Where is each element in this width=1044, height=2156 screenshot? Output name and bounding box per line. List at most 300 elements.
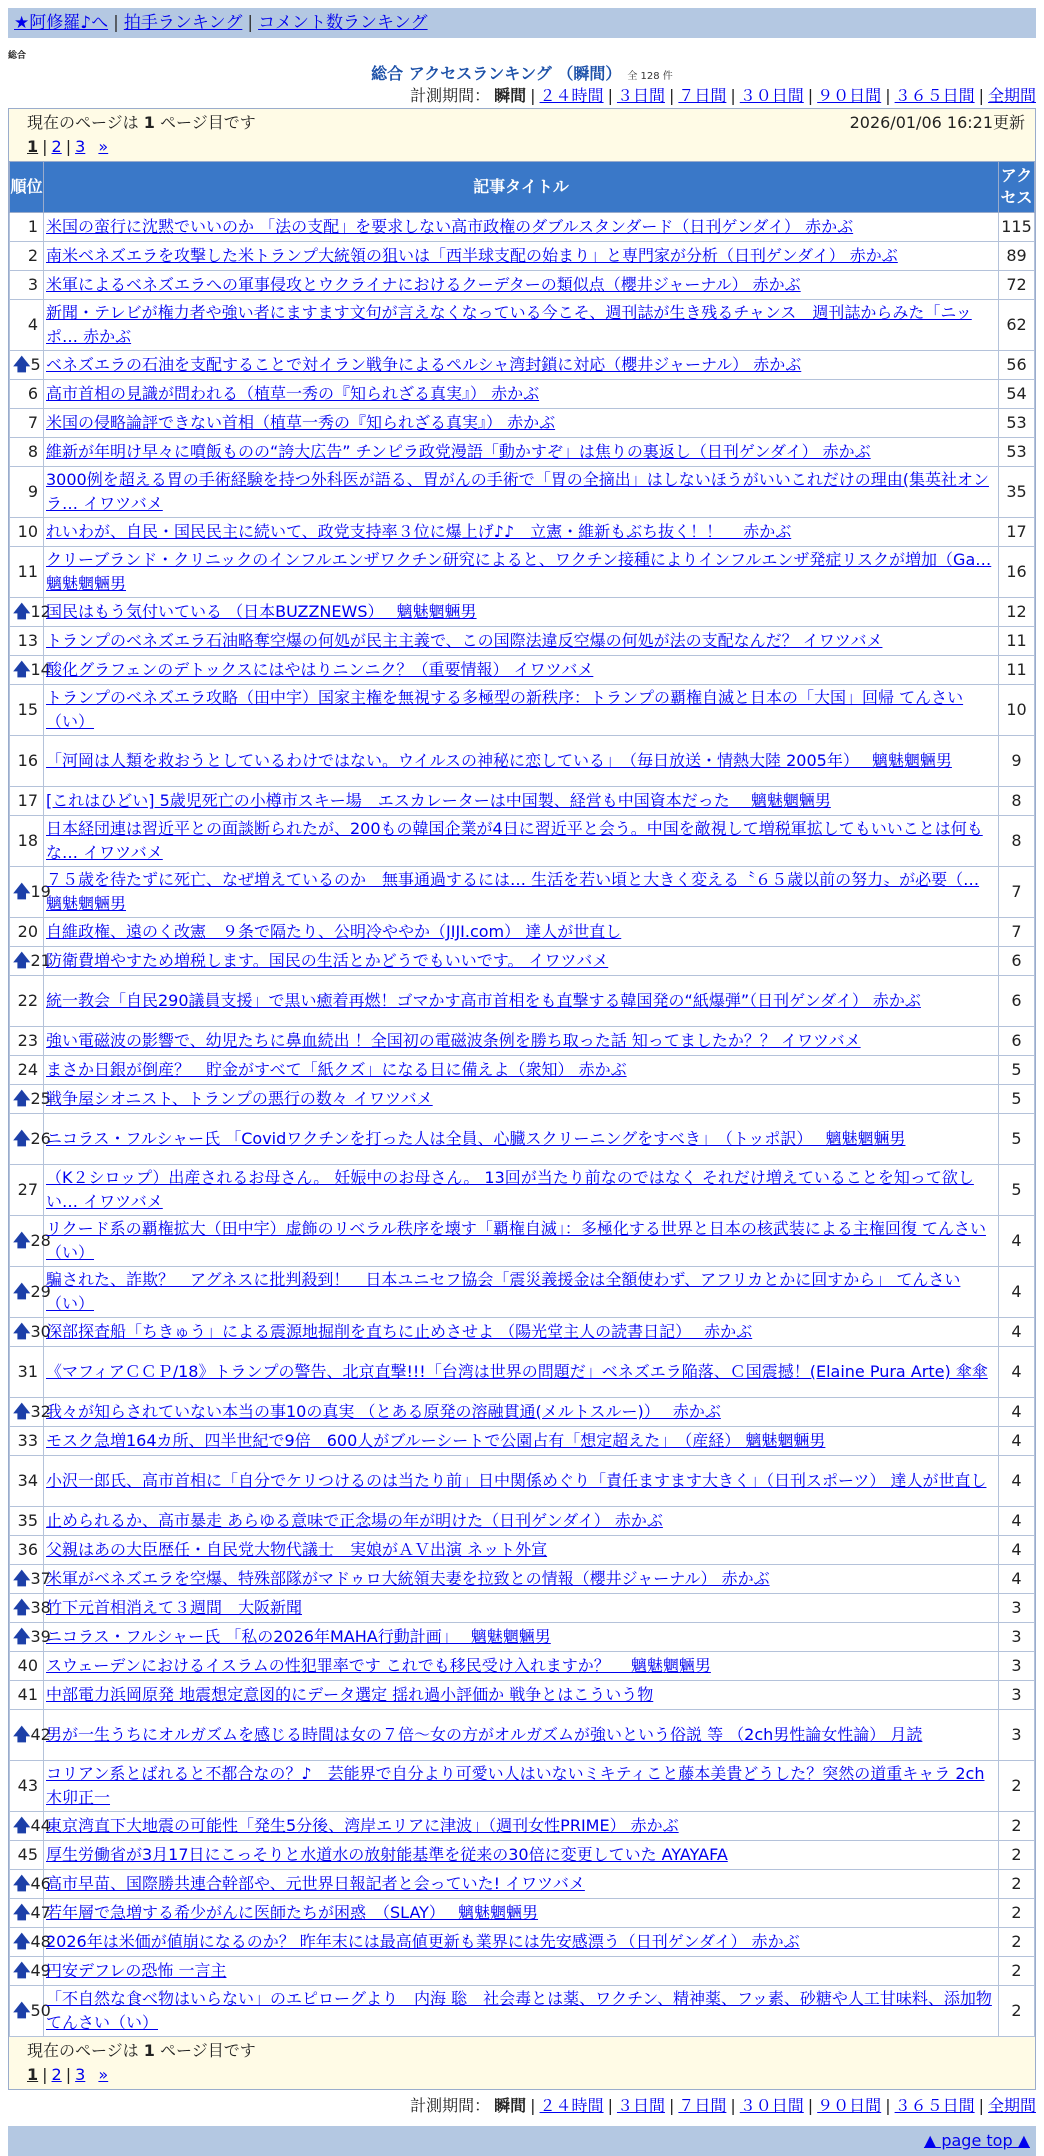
article-title-link[interactable]: 国民はもう気付いている （日本BUZZNEWS） 魑魅魍魎男 — [46, 602, 477, 621]
rank-number: 34 — [17, 1471, 38, 1490]
rank-cell — [10, 1681, 44, 1710]
access-count: 3 — [999, 1710, 1035, 1761]
rank-cell — [10, 467, 44, 518]
pager-spacer — [89, 137, 94, 156]
period-label: 計測期間： — [410, 86, 491, 105]
period-link[interactable]: ７日間 — [678, 2096, 727, 2115]
period-link[interactable]: ７日間 — [678, 86, 727, 105]
title-cell — [44, 736, 999, 787]
table-row — [10, 976, 1035, 1027]
title-cell — [44, 685, 999, 736]
article-title-link[interactable]: ニコラス・フルシャー氏 「私の2026年MAHA行動計画」 魑魅魍魎男 — [46, 1627, 551, 1646]
title-cell — [44, 656, 999, 685]
title-cell — [44, 1165, 999, 1216]
rank-number: 27 — [17, 1180, 38, 1199]
access-count: 4 — [999, 1267, 1035, 1318]
article-title-link[interactable]: 止められるか、高市暴走 あらゆる意味で正念場の年が明けた（日刊ゲンダイ） 赤かぶ — [46, 1511, 663, 1530]
article-title-link[interactable]: 高市早苗、国際勝共連合幹部や、元世界日報記者と会っていた! イワツバメ — [46, 1874, 585, 1893]
rank-number: 29 — [30, 1282, 51, 1301]
article-title-link[interactable]: 強い電磁波の影響で、幼児たちに鼻血続出 ！全国初の電磁波条例を勝ち取った話 知ってましたか？？ イワツバメ — [46, 1031, 861, 1050]
title-cell — [44, 213, 999, 242]
rank-number: 19 — [30, 882, 51, 901]
access-count: 2 — [999, 1812, 1035, 1841]
table-row — [10, 918, 1035, 947]
table-row — [10, 1928, 1035, 1957]
period-link[interactable]: ２４時間 — [539, 86, 604, 105]
period-separator: | — [668, 86, 675, 105]
access-count: 16 — [999, 547, 1035, 598]
rank-cell — [10, 976, 44, 1027]
rank-number: 20 — [17, 922, 38, 941]
access-count: 4 — [999, 1427, 1035, 1456]
rank-cell — [10, 409, 44, 438]
rank-number: 3 — [27, 275, 38, 294]
access-count: 7 — [999, 918, 1035, 947]
rank-up-arrow-icon: 🡅 — [13, 1874, 31, 1894]
period-separator: | — [978, 86, 984, 105]
article-title-link[interactable]: まさか日銀が倒産？ 貯金がすべて「紙クズ」になる日に備えよ（衆知） 赤かぶ — [46, 1060, 627, 1079]
ranking-box-footer — [9, 2037, 1035, 2089]
rank-up-arrow-icon: 🡅 — [13, 1569, 31, 1589]
table-row — [10, 1623, 1035, 1652]
rank-number: 2 — [27, 246, 38, 265]
rank-cell — [10, 242, 44, 271]
rank-number: 28 — [30, 1231, 51, 1250]
title-cell — [44, 271, 999, 300]
article-title-link[interactable]: 小沢一郎氏、高市首相に「自分でケリつけるのは当たり前」日中関係めぐり「責任ますます大きく」（日刊スポーツ） 達人が世直し — [46, 1471, 987, 1490]
rank-number: 22 — [17, 991, 38, 1010]
rank-number: 25 — [30, 1089, 51, 1108]
access-count: 4 — [999, 1536, 1035, 1565]
title-cell — [44, 1318, 999, 1347]
pager-page-link[interactable]: 3 — [75, 2065, 86, 2084]
rank-number: 10 — [17, 522, 38, 541]
rank-number: 23 — [17, 1031, 38, 1050]
title-cell — [44, 1899, 999, 1928]
rank-number: 35 — [17, 1511, 38, 1530]
article-title-link[interactable]: 「不自然な食べ物はいらない」のエピローグより 内海 聡 社会毒とは薬、ワクチン、精神薬、フッ素、砂糖や人工甘味料、添加物 てんさい（い） — [46, 1989, 992, 2032]
rank-number: 48 — [30, 1932, 51, 1951]
pager-separator: | — [42, 137, 48, 156]
title-cell — [44, 1623, 999, 1652]
title-cell — [44, 438, 999, 467]
rank-up-arrow-icon: 🡅 — [13, 1598, 31, 1618]
access-count: 53 — [999, 438, 1035, 467]
table-row — [10, 547, 1035, 598]
period-separator: | — [530, 86, 536, 105]
pager-current: 1 — [27, 2065, 39, 2084]
period-link[interactable]: ２４時間 — [539, 2096, 604, 2115]
period-separator: | — [530, 2096, 536, 2115]
article-title-link[interactable]: 父親はあの大臣歴任・自民党大物代議士 実娘がＡＶ出演 ネット外宣 — [46, 1540, 548, 1559]
rank-cell — [10, 438, 44, 467]
access-count: 2 — [999, 1986, 1035, 2037]
pager-separator: | — [65, 137, 72, 156]
period-selector — [8, 84, 1036, 108]
nav-separator: | — [247, 13, 254, 33]
access-count: 4 — [999, 1565, 1035, 1594]
access-count: 4 — [999, 1216, 1035, 1267]
article-title-link[interactable]: 若年層で急増する希少がんに医師たちが困惑 （SLAY） 魑魅魍魎男 — [46, 1903, 539, 1922]
article-title-link[interactable]: 米軍によるベネズエラへの軍事侵攻とウクライナにおけるクーデターの類似点（櫻井ジャーナル） 赤かぶ — [46, 275, 801, 294]
access-count: 72 — [999, 271, 1035, 300]
rank-number: 47 — [30, 1903, 51, 1922]
period-separator: | — [607, 2096, 613, 2115]
rank-cell — [10, 656, 51, 685]
article-title-link[interactable]: 防衛費増やすため増税します。国民の生活とかどうでもいいです。 イワツバメ — [46, 951, 609, 970]
rank-number: 6 — [27, 384, 38, 403]
access-count: 8 — [999, 787, 1035, 816]
article-title-link[interactable]: ニコラス・フルシャー氏 「Covidワクチンを打った人は全員、心臓スクリーニングをすべき」 （トッポ訳） 魑魅魍魎男 — [46, 1129, 906, 1148]
table-row — [10, 242, 1035, 271]
period-separator: | — [607, 86, 613, 105]
pager-next-link[interactable]: » — [98, 2065, 109, 2084]
article-title-link[interactable]: 厚生労働省が3月17日にこっそりと水道水の放射能基準を従来の30倍に変更していた AYAYAFA — [46, 1845, 728, 1864]
table-row — [10, 467, 1035, 518]
table-row — [10, 867, 1035, 918]
rank-number: 21 — [30, 951, 51, 970]
pager — [27, 2063, 1025, 2087]
rank-cell — [10, 1899, 51, 1928]
col-rank-header: 順位 — [10, 162, 44, 213]
rank-cell — [10, 685, 44, 736]
table-row — [10, 1761, 1035, 1812]
rank-up-arrow-icon: 🡅 — [13, 355, 31, 375]
table-row — [10, 409, 1035, 438]
article-title-link[interactable]: クリーブランド・クリニックのインフルエンザワクチン研究によると、ワクチン接種によりインフルエンザ発症リスクが増加（Ga… 魑魅魍魎男 — [46, 550, 992, 593]
table-row — [10, 627, 1035, 656]
updated-timestamp: 2026/01/06 16:21更新 — [849, 113, 1025, 132]
rank-number: 18 — [17, 831, 38, 850]
table-row — [10, 1536, 1035, 1565]
access-count: 5 — [999, 1085, 1035, 1114]
period-separator: | — [885, 86, 891, 105]
access-count: 8 — [999, 816, 1035, 867]
rank-cell — [10, 1536, 44, 1565]
table-row — [10, 1870, 1035, 1899]
article-title-link[interactable]: 維新が年明け早々に噴飯ものの“誇大広告” チンピラ政党漫語「動かすぞ」は焦りの裏返し（日刊ゲンダイ） 赤かぶ — [46, 442, 871, 461]
article-title-link[interactable]: トランプのベネズエラ攻略（田中宇）国家主権を無視する多極型の新秩序：トランプの覇権自滅と日本の「大国」回帰 てんさい（い） — [46, 688, 964, 731]
article-title-link[interactable]: スウェーデンにおけるイスラムの性犯罪率です これでも移民受け入れますか？ 魑魅魍魎男 — [46, 1656, 711, 1675]
title-cell — [44, 1427, 999, 1456]
period-link[interactable]: ３６５日間 — [894, 2096, 975, 2115]
article-title-link[interactable]: 高市首相の見識が問われる（植草一秀の『知られざる真実』） 赤かぶ — [46, 384, 540, 403]
title-cell — [44, 1267, 999, 1318]
period-link[interactable]: ３日間 — [616, 2096, 665, 2115]
article-title-link[interactable]: 円安デフレの恐怖 一言主 — [46, 1961, 227, 1980]
rank-up-arrow-icon: 🡅 — [13, 1322, 31, 1342]
article-title-link[interactable]: トランプのベネズエラ石油略奪空爆の何処が民主主義で、この国際法違反空爆の何処が法の支配なんだ？ イワツバメ — [46, 631, 883, 650]
rank-cell — [10, 1085, 51, 1114]
article-title-link[interactable]: 中部電力浜岡原発 地震想定意図的にデータ選定 揺れ過小評価か 戦争とはこういう物 — [46, 1685, 654, 1704]
table-row — [10, 1652, 1035, 1681]
rank-up-arrow-icon: 🡅 — [13, 1129, 31, 1149]
access-count: 35 — [999, 467, 1035, 518]
title-cell — [44, 1812, 999, 1841]
rank-cell — [10, 1761, 44, 1812]
access-count: 2 — [999, 1899, 1035, 1928]
table-row — [10, 1507, 1035, 1536]
rank-cell — [10, 918, 44, 947]
article-title-link[interactable]: リクード系の覇権拡大（田中宇）虚飾のリベラル秩序を壊す「覇権自滅」：多極化する世界と日本の核武装による主権回復 てんさい（い） — [46, 1219, 986, 1262]
rank-number: 15 — [17, 700, 38, 719]
period-separator: | — [978, 2096, 984, 2115]
table-row — [10, 1565, 1035, 1594]
rank-up-arrow-icon: 🡅 — [13, 1932, 31, 1952]
rank-cell — [10, 1347, 44, 1398]
rank-cell — [10, 736, 44, 787]
article-title-link[interactable]: 米国の侵略論評できない首相（植草一秀の『知られざる真実』） 赤かぶ — [46, 413, 556, 432]
title-cell — [44, 351, 999, 380]
rank-up-arrow-icon: 🡅 — [13, 1231, 31, 1251]
table-row — [10, 1398, 1035, 1427]
rank-cell — [10, 518, 44, 547]
article-title-link[interactable]: モスク急増164カ所、四半世紀で9倍 600人がブルーシートで公園占有「想定超えた」 （産経） 魑魅魍魎男 — [46, 1431, 826, 1450]
access-count: 5 — [999, 1114, 1035, 1165]
access-count: 7 — [999, 867, 1035, 918]
pager-separator: | — [65, 2065, 72, 2084]
access-count: 6 — [999, 976, 1035, 1027]
rank-number: 50 — [30, 2001, 51, 2020]
article-title-link[interactable]: 酸化グラフェンのデトックスにはやはりニンニク？（重要情報） イワツバメ — [46, 660, 594, 679]
article-title-link[interactable]: れいわが、自民・国民民主に続いて、政党支持率３位に爆上げ♪♪ 立憲・維新もぶち抜く！！ 赤かぶ — [46, 522, 792, 541]
table-row — [10, 438, 1035, 467]
period-link[interactable]: ９０日間 — [817, 2096, 882, 2115]
table-row — [10, 1681, 1035, 1710]
period-selector-bottom — [8, 2094, 1036, 2118]
article-title-link[interactable]: ベネズエラの石油を支配することで対イラン戦争によるペルシャ湾封鎖に対応（櫻井ジャーナル） 赤かぶ — [46, 355, 802, 374]
rank-cell — [10, 816, 44, 867]
access-count: 2 — [999, 1870, 1035, 1899]
rank-number: 41 — [17, 1685, 38, 1704]
title-cell — [44, 627, 999, 656]
article-title-link[interactable]: 男が一生うちにオルガズムを感じる時間は女の７倍〜女の方がオルガズムが強いという俗説 等 （2ch男性論女性論） 月読 — [46, 1725, 923, 1744]
period-link[interactable]: ３０日間 — [739, 86, 804, 105]
home-link[interactable]: ★阿修羅♪へ — [14, 13, 109, 33]
title-cell — [44, 976, 999, 1027]
article-title-link[interactable]: 「河岡は人類を救おうとしているわけではない。ウイルスの神秘に恋している」 （毎日放送・情熱大陸 2005年） 魑魅魍魎男 — [46, 751, 952, 770]
rank-cell — [10, 1216, 51, 1267]
period-separator: | — [730, 2096, 736, 2115]
pager-separator: | — [42, 2065, 48, 2084]
article-title-link[interactable]: 新聞・テレビが権力者や強い者にますます文句が言えなくなっている今こそ、週刊誌が生き残るチャンス 週刊誌からみた「ニッポ… 赤かぶ — [46, 303, 972, 346]
period-separator: | — [730, 86, 736, 105]
table-row — [10, 1318, 1035, 1347]
title-cell — [44, 787, 999, 816]
rank-up-arrow-icon: 🡅 — [13, 1816, 31, 1836]
table-row — [10, 380, 1035, 409]
ranking-box-header — [9, 109, 1035, 161]
article-title-link[interactable]: 2026年は米価が値崩になるのか？ 昨年末には最高値更新も業界には先安感漂う（日刊ゲンダイ） 赤かぶ — [46, 1932, 800, 1951]
article-title-link[interactable]: [これはひどい] 5歳児死亡の小樽市スキー場 エスカレーターは中国製、経営も中国資本だった 魑魅魍魎男 — [46, 791, 831, 810]
table-row — [10, 1841, 1035, 1870]
title-cell — [44, 598, 999, 627]
rank-cell — [10, 867, 51, 918]
rank-cell — [10, 1812, 51, 1841]
pager-page-link[interactable]: 2 — [51, 137, 62, 156]
rank-cell — [10, 1507, 44, 1536]
access-count: 3 — [999, 1623, 1035, 1652]
rank-number: 1 — [27, 217, 38, 236]
article-title-link[interactable]: 自維政権、遠のく改憲 ９条で隔たり、公明冷ややか（JIJI.com） 達人が世直し — [46, 922, 622, 941]
pager-page-link[interactable]: 3 — [75, 137, 86, 156]
bottom-bar — [8, 2126, 1036, 2156]
access-count: 89 — [999, 242, 1035, 271]
nav-separator: | — [113, 13, 119, 33]
section-label: 総合 — [8, 51, 27, 61]
rank-cell — [10, 1594, 51, 1623]
rank-cell — [10, 213, 44, 242]
article-title-link[interactable]: 深部探査船「ちきゅう」による震源地掘削を直ちに止めさせよ （陽光堂主人の読書日記） 赤かぶ — [46, 1322, 753, 1341]
rank-cell — [10, 1565, 51, 1594]
title-cell — [44, 1085, 999, 1114]
table-row — [10, 736, 1035, 787]
title-cell — [44, 1761, 999, 1812]
rank-up-arrow-icon: 🡅 — [13, 2001, 31, 2021]
access-count: 3 — [999, 1681, 1035, 1710]
access-count: 4 — [999, 1507, 1035, 1536]
rank-number: 11 — [17, 562, 38, 581]
table-row — [10, 1594, 1035, 1623]
rank-number: 40 — [17, 1656, 38, 1675]
period-link[interactable]: ３日間 — [616, 86, 665, 105]
period-separator: | — [668, 2096, 675, 2115]
rank-number: 49 — [30, 1961, 51, 1980]
title-cell — [44, 547, 999, 598]
ranking-count: 全 128 件 — [627, 71, 673, 82]
article-title-link[interactable]: 南米ベネズエラを攻撃した米トランプ大統領の狙いは「西半球支配の始まり」と専門家が分析（日刊ゲンダイ） 赤かぶ — [46, 246, 898, 265]
access-count: 4 — [999, 1318, 1035, 1347]
table-row — [10, 787, 1035, 816]
title-cell — [44, 1347, 999, 1398]
pager-next-link[interactable]: » — [98, 137, 109, 156]
comment-ranking-link[interactable]: コメント数ランキング — [258, 13, 428, 33]
article-title-link[interactable]: 統一教会「自民290議員支援」で黒い癒着再燃！ゴマかす高市首相をも直撃する韓国発の“紙爆弾”（日刊ゲンダイ） 赤かぶ — [46, 991, 921, 1010]
access-count: 6 — [999, 947, 1035, 976]
rank-number: 43 — [17, 1776, 38, 1795]
title-cell — [44, 1027, 999, 1056]
rank-number: 45 — [17, 1845, 38, 1864]
title-cell — [44, 1986, 999, 2037]
table-row — [10, 1957, 1035, 1986]
period-current: 瞬間 — [494, 86, 527, 105]
table-row — [10, 300, 1035, 351]
rank-number: 44 — [30, 1816, 51, 1835]
rank-number: 5 — [30, 355, 41, 374]
access-count: 3 — [999, 1652, 1035, 1681]
article-title-link[interactable]: ７５歳を待たずに死亡、なぜ増えているのか 無事通過するには… 生活を若い頃と大きく変える〝６５歳以前の努力〟が必要（… 魑魅魍魎男 — [46, 870, 980, 913]
article-title-link[interactable]: 東京湾直下大地震の可能性「発生5分後、湾岸エリアに津波」（週刊女性PRIME） 赤かぶ — [46, 1816, 679, 1835]
title-cell — [44, 1114, 999, 1165]
rank-up-arrow-icon: 🡅 — [13, 1961, 31, 1981]
period-current: 瞬間 — [494, 2096, 527, 2115]
title-cell — [44, 242, 999, 271]
rank-number: 32 — [30, 1402, 51, 1421]
table-row — [10, 1114, 1035, 1165]
article-title-link[interactable]: 《マフィアＣＣＰ/18》トランプの警告、北京直撃!!!「台湾は世界の問題だ」ベネズエラ陥落、Ｃ国震撼！(Elaine Pura Arte) 傘傘 — [46, 1362, 988, 1381]
title-cell — [44, 1398, 999, 1427]
clap-ranking-link[interactable]: 拍手ランキング — [123, 13, 243, 33]
table-row — [10, 213, 1035, 242]
period-separator: | — [807, 86, 814, 105]
rank-cell — [10, 300, 44, 351]
top-nav-bar — [8, 8, 1036, 38]
table-row — [10, 598, 1035, 627]
period-link[interactable]: ９０日間 — [817, 86, 882, 105]
rank-number: 38 — [30, 1598, 51, 1617]
rank-number: 33 — [17, 1431, 38, 1450]
rank-number: 13 — [17, 631, 38, 650]
rank-up-arrow-icon: 🡅 — [13, 951, 31, 971]
pager-spacer — [89, 2065, 94, 2084]
ranking-table — [9, 161, 1035, 2037]
table-row — [10, 1267, 1035, 1318]
rank-number: 17 — [17, 791, 38, 810]
period-link[interactable]: 全期間 — [987, 86, 1036, 105]
table-row — [10, 1347, 1035, 1398]
table-row — [10, 685, 1035, 736]
article-title-link[interactable]: 日本経団連は習近平との面談断られたが、200もの韓国企業が4日に習近平と会う。中国を敵視して増税軍拡してもいいことは何もな… イワツバメ — [46, 819, 983, 862]
title-cell — [44, 1710, 999, 1761]
article-title-link[interactable]: コリアン系とばれると不都合なの？♪ 芸能界で自分より可愛い人はいないミキティこと藤本美貴どうした？突然の道重キャラ 2ch 木卯正一 — [46, 1764, 985, 1807]
table-row — [10, 1986, 1035, 2037]
rank-up-arrow-icon: 🡅 — [13, 1402, 31, 1422]
title-cell — [44, 409, 999, 438]
rank-up-arrow-icon: 🡅 — [13, 882, 31, 902]
article-title-link[interactable]: 米軍がベネズエラを空爆、特殊部隊がマドゥロ大統領夫妻を拉致との情報（櫻井ジャーナル） 赤かぶ — [46, 1569, 770, 1588]
rank-number: 37 — [30, 1569, 51, 1588]
title-cell — [44, 867, 999, 918]
rank-cell — [10, 1652, 44, 1681]
pager-page-link[interactable]: 2 — [51, 2065, 62, 2084]
rank-number: 46 — [30, 1874, 51, 1893]
period-link[interactable]: ３６５日間 — [894, 86, 975, 105]
article-title-link[interactable]: 米国の蛮行に沈黙でいいのか 「法の支配」を要求しない高市政権のダブルスタンダード（日刊ゲンダイ） 赤かぶ — [46, 217, 854, 236]
period-label: 計測期間： — [410, 2096, 491, 2115]
rank-cell — [10, 380, 44, 409]
period-link[interactable]: ３０日間 — [739, 2096, 804, 2115]
access-count: 6 — [999, 1027, 1035, 1056]
rank-number: 14 — [30, 660, 51, 679]
rank-cell — [10, 1056, 44, 1085]
access-count: 12 — [999, 598, 1035, 627]
access-count: 17 — [999, 518, 1035, 547]
article-title-link[interactable]: （K２シロップ）出産されるお母さん。 妊娠中のお母さん。 13回が当たり前なのではなく それだけ増えていることを知って欲しい… イワツバメ — [46, 1168, 974, 1211]
article-title-link[interactable]: 騙された、詐欺？ アグネスに批判殺到！ 日本ユニセフ協会「震災義援金は全額使わず、アフリカとかに回すから」 てんさい（い） — [46, 1270, 961, 1313]
access-count: 53 — [999, 409, 1035, 438]
rank-number: 31 — [17, 1362, 38, 1381]
rank-up-arrow-icon: 🡅 — [13, 660, 31, 680]
col-title-header: 記事タイトル — [44, 162, 999, 213]
pager — [27, 135, 1025, 159]
access-count: 2 — [999, 1957, 1035, 1986]
period-link[interactable]: 全期間 — [987, 2096, 1036, 2115]
article-title-link[interactable]: 我々が知らされていない本当の事10の真実 （とある原発の溶融貫通(メルトスルー)） 赤かぶ — [46, 1402, 721, 1421]
rank-cell — [10, 1957, 51, 1986]
table-row — [10, 1710, 1035, 1761]
article-title-link[interactable]: 3000例を超える胃の手術経験を持つ外科医が語る、胃がんの手術で「胃の全摘出」はしないほうがいいこれだけの理由(集英社オンラ… イワツバメ — [46, 470, 989, 513]
rank-cell — [10, 627, 44, 656]
rank-cell — [10, 1623, 51, 1652]
page-top-link[interactable]: ▲ page top ▲ — [923, 2131, 1030, 2150]
title-cell — [44, 947, 999, 976]
period-separator: | — [885, 2096, 891, 2115]
table-row — [10, 351, 1035, 380]
article-title-link[interactable]: 竹下元首相消えて３週間 大阪新聞 — [46, 1598, 303, 1617]
title-cell — [44, 1456, 999, 1507]
rank-cell — [10, 271, 44, 300]
article-title-link[interactable]: 戦争屋シオニスト、トランプの悪行の数々 イワツバメ — [46, 1089, 433, 1108]
